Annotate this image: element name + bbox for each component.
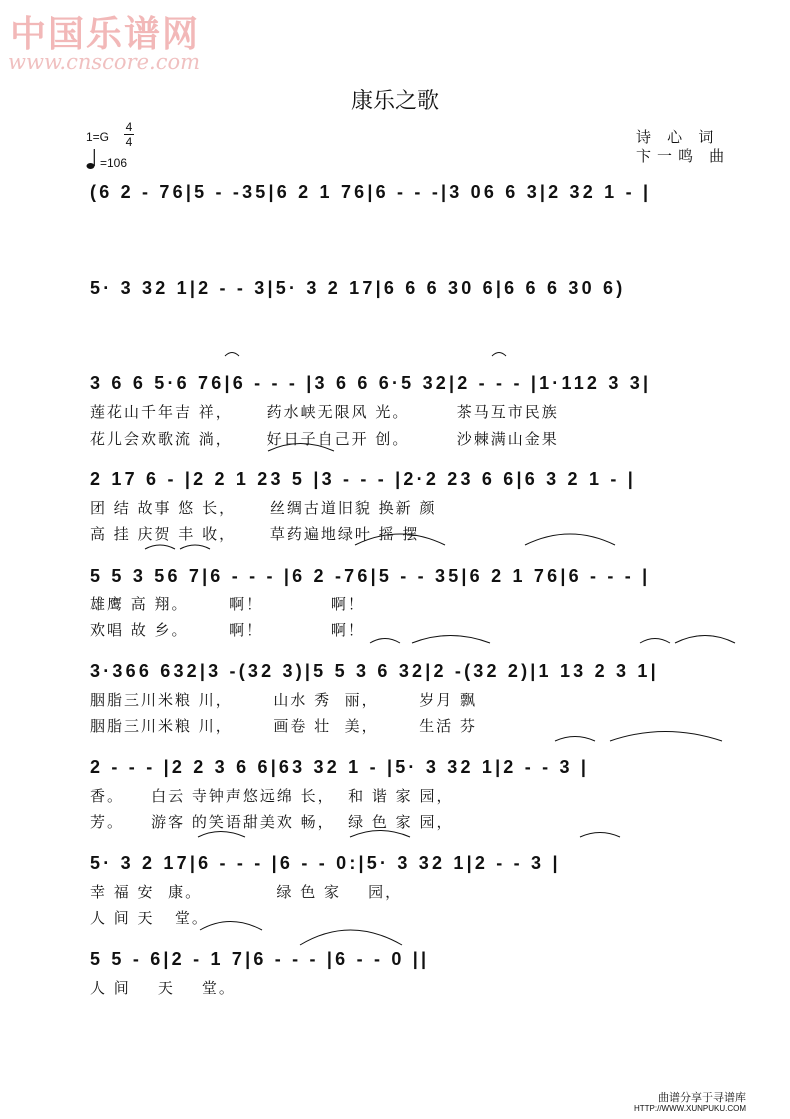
watermark-url: www.cnscore.com: [8, 50, 201, 74]
lyric-line: 香。 白云 寺钟声悠远绵 长， 和 谐 家 园，: [90, 787, 454, 805]
lyric-line: 团 结 故事 悠 长， 丝绸古道旧貌 换新 颜: [90, 499, 437, 517]
lyric-line: 人 间 天 堂。: [90, 909, 209, 927]
lyric-line: 高 挂 庆贺 丰 收， 草药遍地绿叶 摇 摆: [90, 525, 420, 543]
watermark-brand: 中国乐谱网: [10, 13, 201, 55]
footer-url[interactable]: HTTP://WWW.XUNPUKU.COM: [634, 1104, 746, 1113]
song-title: 康乐之歌: [350, 89, 439, 114]
lyric-line: 莲花山千年吉 祥， 药水峡无限风 光。 茶马互市民族: [90, 403, 559, 421]
lyric-line: 胭脂三川米粮 川， 山水 秀 丽， 岁月 飘: [90, 691, 478, 709]
lyric-line: 幸 福 安 康。 绿 色 家 园，: [90, 883, 403, 901]
lyric-line: 芳。 游客 的笑语甜美欢 畅， 绿 色 家 园，: [90, 813, 454, 831]
lyricist-credit: 诗 心 词: [636, 129, 720, 146]
key-signature: 1=G: [86, 130, 110, 144]
lyric-line: 雄鹰 高 翔。 啊！ 啊！: [90, 595, 365, 613]
lyric-line: 胭脂三川米粮 川， 画卷 壮 美， 生活 芬: [90, 717, 478, 735]
tempo-marking: =106: [100, 156, 128, 170]
time-numerator: 4: [125, 120, 133, 134]
lyric-line: 人 间 天 堂。: [90, 979, 236, 997]
footer-share-text: 曲谱分享于寻谱库: [658, 1091, 746, 1104]
score-notation: (6 2 - 76|5 - -35|6 2 1 76|6 - - -|3 06 6 3|2 32 1 - | 5· 3 32 1|2 - - 3|5· 3 2 17|6 6 6 30 6|6 6 6 30 6) 3 6 6 5·6 76|6 - - - |3 6 6 6·5 32|2 - - - |1·112 3 3| 2 17 6 - |2 2 1 23 5 |3 - - - |2·2 23 6 6|6 3 2 1 - | 5 5 3 56 7|6 - - - |6 2 -76|5 - - 35|6 2 1 76|6 - - - | 3·366 632|3 -(32 3)|5 5 3 6 32|2 -(32 2)|1 13 2 3 1| 2 - - - |2 2 3 6 6|63 32 1 - |5· 3 32 1|2 - - 3 | 5· 3 2 17|6 - - - |6 - - 0:|5· 3 32 1|2 - - 3 | 5 5 - 6|2 - 1 7|6 - - - |6 - - 0 || 莲花山千年吉 祥， 药水峡无限风 光。 茶马互市民族 花儿会欢歌流 淌， 好日子自己开 创。 沙棘满山金果 团 结 故事 悠 长， 丝绸古道旧貌 换新 颜 高 挂 庆贺 丰 收， 草药遍地绿叶 摇 摆 雄鹰 高 翔。 啊！ 啊！ 欢唱 故 乡。 啊！ 啊！ 胭脂三川米粮 川， 山水 秀 丽， 岁月 飘 胭脂三川米粮 川， 画卷 壮 美， 生活 芬 香。 白云 寺钟声悠远绵 长， 和 谐 家 园， 芳。 游客 的笑语甜美欢 畅， 绿 色 家 园， 幸 福 安 康。 绿 色 家 园， 人 间 天 堂。 人 间 天 堂。: [0, 0, 790, 1119]
composer-credit: 卞一鸣 曲: [636, 148, 731, 165]
lyric-line: 花儿会欢歌流 淌， 好日子自己开 创。 沙棘满山金果: [90, 430, 559, 448]
time-denominator: 4: [125, 135, 133, 149]
lyric-line: 欢唱 故 乡。 啊！ 啊！: [90, 621, 365, 639]
